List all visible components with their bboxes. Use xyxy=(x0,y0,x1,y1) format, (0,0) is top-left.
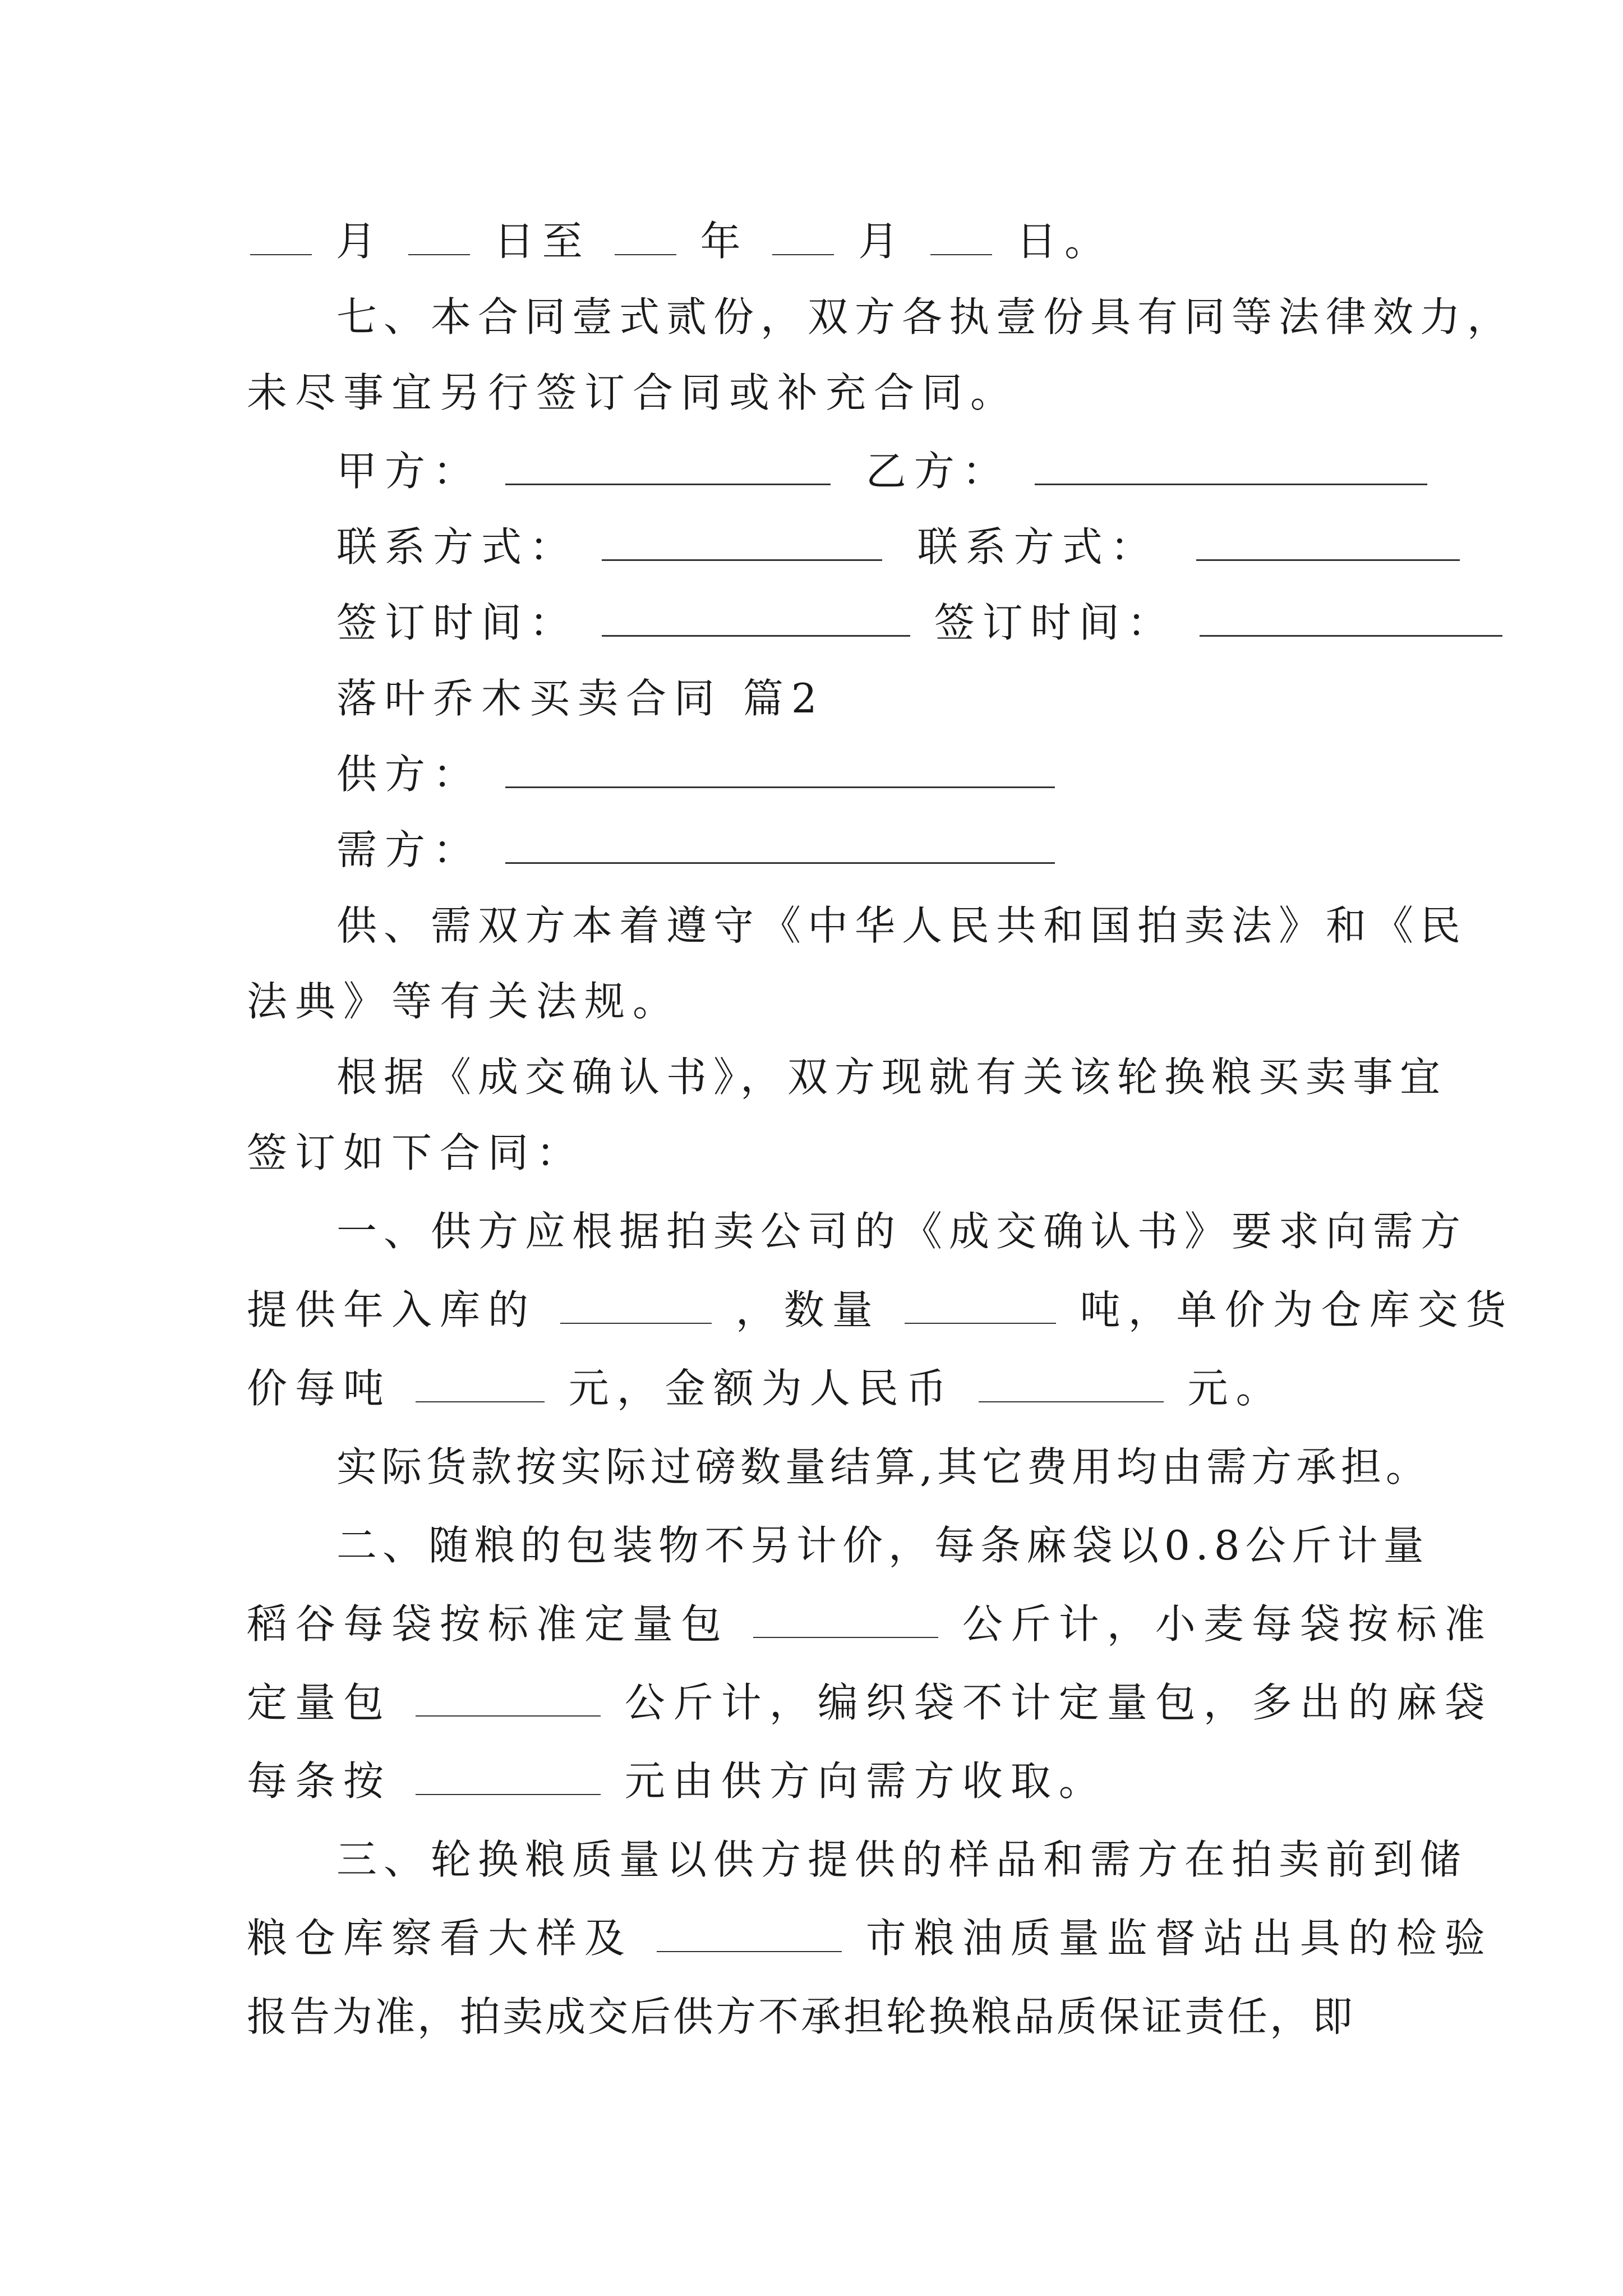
blank xyxy=(930,215,992,255)
contact-line: 联系方式： 联系方式： xyxy=(336,519,1463,575)
blank xyxy=(772,215,834,255)
blank xyxy=(615,215,676,255)
paragraph-line: 稻谷每袋按标准定量包 公斤计，小麦每袋按标准 xyxy=(247,1596,1493,1652)
paragraph-line: 报告为准，拍卖成交后供方不承担轮换粮品质保证责任，即 xyxy=(247,1993,1355,2040)
buyer-blank xyxy=(505,823,1055,864)
blank xyxy=(560,1283,712,1324)
date-range-line: 月 日至 年 月 日。 xyxy=(247,213,1113,269)
party-a-blank xyxy=(505,444,831,485)
paragraph-line: 一、供方应根据拍卖公司的《成交确认书》要求向需方 xyxy=(336,1208,1468,1255)
paragraph-line: 根据《成交确认书》，双方现就有关该轮换粮买卖事宜 xyxy=(336,1053,1447,1101)
paragraph-line: 粮仓库察看大样及 市粮油质量监督站出具的检验 xyxy=(247,1910,1493,1966)
buyer-line: 需方： xyxy=(336,822,1058,878)
blank xyxy=(416,1676,601,1717)
paragraph-line: 七、本合同壹式贰份，双方各执壹份具有同等法律效力， xyxy=(336,293,1515,341)
paragraph-line: 每条按 元由供方向需方收取。 xyxy=(247,1753,1107,1809)
blank xyxy=(416,1755,601,1795)
paragraph-line: 签订如下合同： xyxy=(247,1129,585,1176)
paragraph-line: 二、随粮的包装物不另计价，每条麻袋以0.8公斤计量 xyxy=(336,1522,1430,1569)
contact-b-blank xyxy=(1196,520,1460,561)
paragraph-line: 供、需双方本着遵守《中华人民共和国拍卖法》和《民 xyxy=(336,902,1468,949)
blank xyxy=(250,215,312,255)
supplier-line: 供方： xyxy=(336,746,1058,802)
blank xyxy=(657,1912,842,1952)
paragraph-line: 价每吨 元，金额为人民币 元。 xyxy=(247,1360,1284,1416)
paragraph-line: 法典》等有关法规。 xyxy=(247,978,681,1025)
section-title: 落叶乔木买卖合同 篇2 xyxy=(336,675,825,722)
sign-date-b-blank xyxy=(1200,596,1502,637)
party-b-blank xyxy=(1035,444,1427,485)
sign-date-a-blank xyxy=(602,596,910,637)
contact-a-blank xyxy=(602,520,882,561)
paragraph-line: 实际货款按实际过磅数量结算,其它费用均由需方承担。 xyxy=(336,1443,1431,1490)
blank xyxy=(905,1283,1056,1324)
paragraph-line: 提供年入库的 ，数量 吨，单价为仓库交货 xyxy=(247,1282,1514,1338)
blank xyxy=(408,215,470,255)
party-a-line: 甲方： 乙方： xyxy=(336,443,1431,499)
paragraph-line: 三、轮换粮质量以供方提供的样品和需方在拍卖前到储 xyxy=(336,1836,1468,1883)
sign-date-line: 签订时间： 签订时间： xyxy=(336,595,1506,651)
paragraph-line: 定量包 公斤计，编织袋不计定量包，多出的麻袋 xyxy=(247,1674,1493,1731)
blank xyxy=(416,1362,545,1402)
blank xyxy=(753,1598,938,1638)
blank xyxy=(979,1362,1164,1402)
supplier-blank xyxy=(505,747,1055,788)
paragraph-line: 未尽事宜另行签订合同或补充合同。 xyxy=(247,369,1019,416)
